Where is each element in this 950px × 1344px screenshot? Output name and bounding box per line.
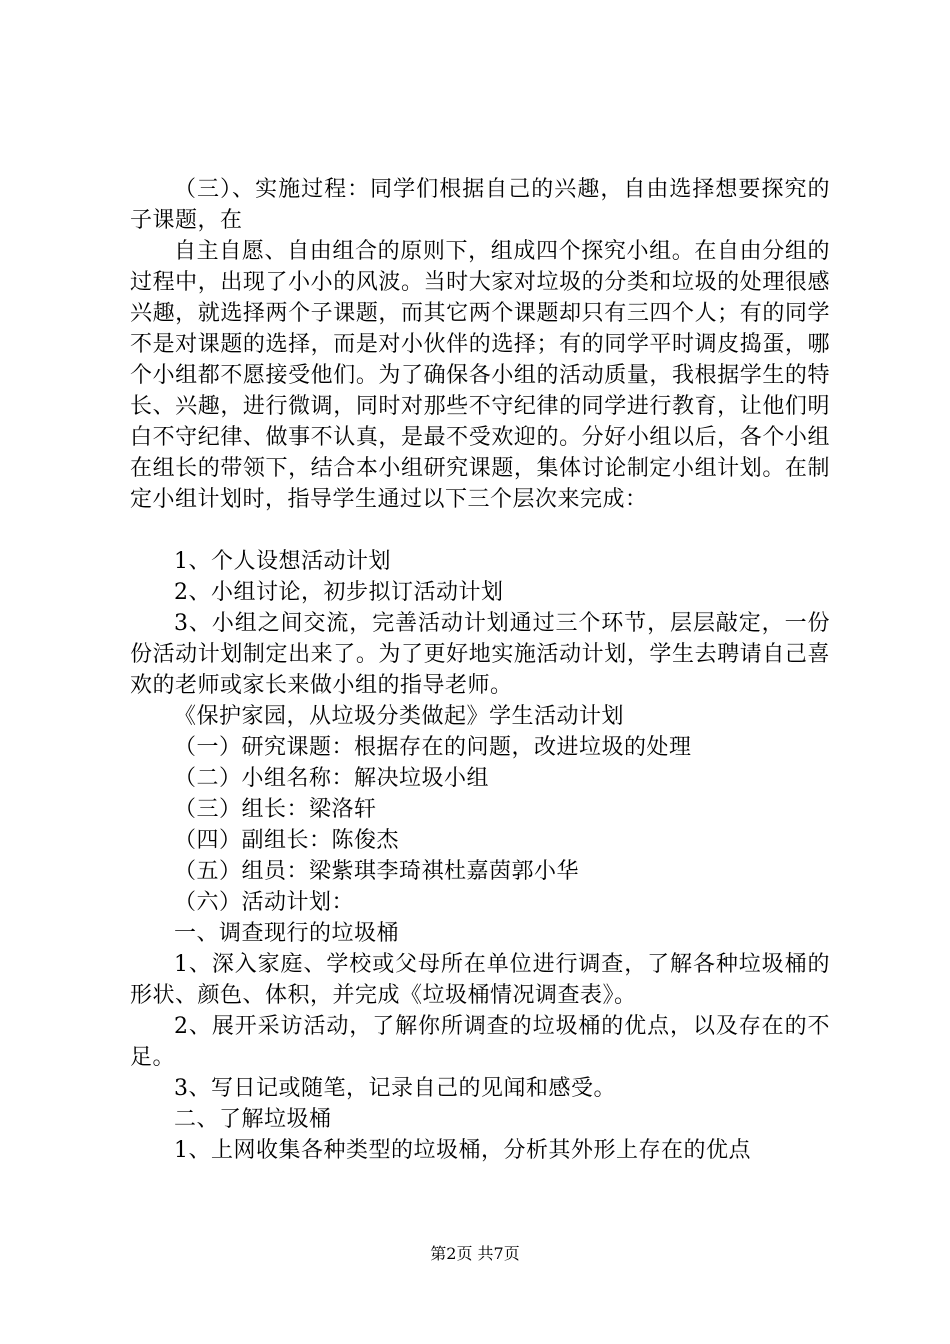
- survey-step-2: 2、展开采访活动，了解你所调查的垃圾桶的优点，以及存在的不足。: [130, 1014, 830, 1070]
- plan-deputy-leader: （四）副组长：陈俊杰: [174, 828, 400, 853]
- paragraph-spacer: [130, 515, 830, 546]
- section-heading-survey-bins: 一、调查现行的垃圾桶: [174, 921, 400, 946]
- plan-activity-heading: （六）活动计划：: [174, 890, 355, 915]
- list-item-group-discussion: 2、小组讨论，初步拟订活动计划: [174, 580, 504, 605]
- survey-step-3: 3、写日记或随笔，记录自己的见闻和感受。: [174, 1076, 616, 1101]
- plan-title: 《保护家园，从垃圾分类做起》学生活动计划: [174, 704, 625, 729]
- document-body: [130, 174, 830, 1166]
- paragraph-implementation-process: （三）、实施过程：同学们根据自己的兴趣，自由选择想要探究的子课题，在: [130, 177, 830, 233]
- list-item-group-exchange: 3、小组之间交流，完善活动计划通过三个环节，层层敲定，一份份活动计划制定出来了。为了更好地实施活动计划，学生去聘请自己喜欢的老师或家长来做小组的指导老师。: [130, 611, 830, 698]
- understand-step-1: 1、上网收集各种类型的垃圾桶，分析其外形上存在的优点: [174, 1138, 751, 1163]
- survey-step-1: 1、深入家庭、学校或父母所在单位进行调查，了解各种垃圾桶的形状、颜色、体积，并完成《垃圾桶情况调查表》。: [130, 952, 830, 1008]
- page-number-footer: 第2页 共7页: [430, 1244, 520, 1263]
- plan-research-topic: （一）研究课题：根据存在的问题，改进垃圾的处理: [174, 735, 692, 760]
- paragraph-grouping-description: 自主自愿、自由组合的原则下，组成四个探究小组。在自由分组的过程中，出现了小小的风波。当时大家对垃圾的分类和垃圾的处理很感兴趣，就选择两个子课题，而其它两个课题却只有三四个人；有的同学不是对课题的选择，而是对小伙伴的选择；有的同学平时调皮捣蛋，哪个小组都不愿接受他们。为了确保各小组的活动质量，我根据学生的特长、兴趣，进行微调，同时对那些不守纪律的同学进行教育，让他们明白不守纪律、做事不认真，是最不受欢迎的。分好小组以后，各个小组在组长的带领下，结合本小组研究课题，集体讨论制定小组计划。在制定小组计划时，指导学生通过以下三个层次来完成：: [130, 239, 830, 512]
- list-item-personal-plan: 1、个人设想活动计划: [174, 549, 391, 574]
- plan-group-leader: （三）组长：梁洛轩: [174, 797, 377, 822]
- section-heading-understand-bins: 二、了解垃圾桶: [174, 1107, 332, 1132]
- plan-group-name: （二）小组名称：解决垃圾小组: [174, 766, 490, 791]
- plan-members: （五）组员：梁紫琪李琦祺杜嘉茵郭小华: [174, 859, 580, 884]
